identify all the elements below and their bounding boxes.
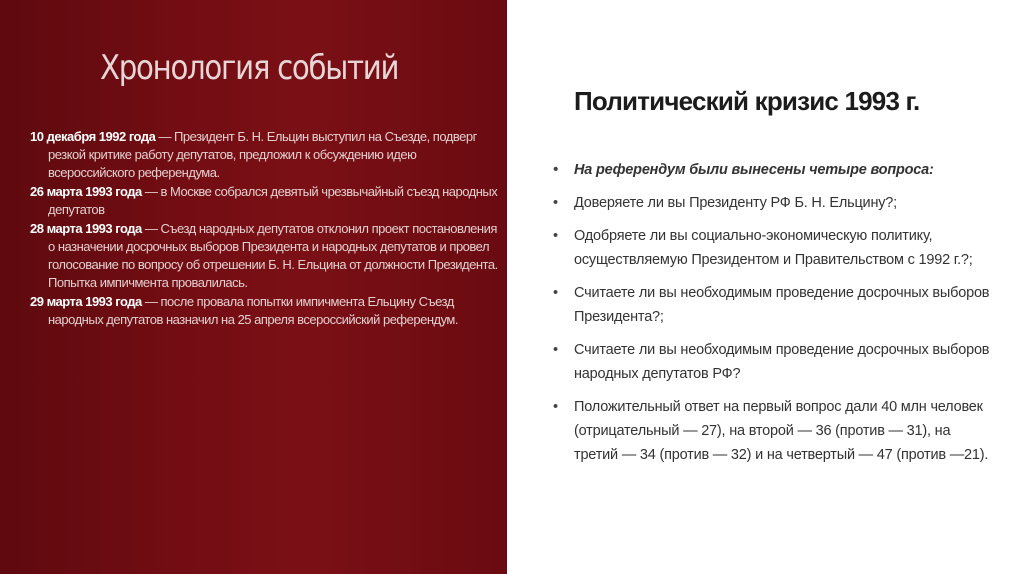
event-text: — в Москве собрался девятый чрезвычайный съезд народных депутатов bbox=[48, 184, 498, 217]
referendum-question: • Считаете ли вы необходимым проведение досрочных выборов Президента?; bbox=[553, 281, 993, 329]
referendum-question: • Одобряете ли вы социально-экономическую политику, осуществляемую Президентом и Правительством с 1992 г.?; bbox=[553, 224, 993, 272]
referendum-question: • Доверяете ли вы Президенту РФ Б. Н. Ельцину?; bbox=[553, 191, 993, 215]
event-date: 28 марта 1993 года bbox=[30, 221, 142, 236]
referendum-intro: • На референдум были вынесены четыре вопроса: bbox=[553, 158, 993, 182]
event-text: — Съезд народных депутатов отклонил проект постановления о назначении досрочных выборов Президента и народных депутатов и провел голосование по вопросу об отрешении Б. Н. Ельцина от должности Президента. Попытка импичмента провалилась. bbox=[48, 221, 498, 290]
event-text: — после провала попытки импичмента Ельцину Съезд народных депутатов назначил на 25 апреля всероссийский референдум. bbox=[48, 294, 458, 327]
event-item bbox=[30, 293, 500, 329]
event-item bbox=[30, 183, 500, 219]
chronology-title: Хронология событий bbox=[100, 48, 399, 88]
event-text: — Президент Б. Н. Ельцин выступил на Съезде, подверг резкой критике работу депутатов, предложил к обсуждению идею всероссийского референдума. bbox=[48, 129, 477, 180]
referendum-result: • Положительный ответ на первый вопрос дали 40 млн человек (отрицательный — 27), на второй — 36 (против — 31), на третий — 34 (против — 32) и на четвертый — 47 (против —21). bbox=[553, 395, 993, 467]
event-date: 10 декабря 1992 года bbox=[30, 129, 156, 144]
event-item bbox=[30, 128, 500, 182]
referendum-list bbox=[553, 158, 993, 476]
event-item bbox=[30, 220, 500, 292]
event-date: 26 марта 1993 года bbox=[30, 184, 142, 199]
event-date: 29 марта 1993 года bbox=[30, 294, 142, 309]
left-panel bbox=[0, 0, 507, 574]
referendum-question: • Считаете ли вы необходимым проведение досрочных выборов народных депутатов РФ? bbox=[553, 338, 993, 386]
events-list bbox=[30, 128, 500, 330]
crisis-title: Политический кризис 1993 г. bbox=[574, 86, 920, 116]
